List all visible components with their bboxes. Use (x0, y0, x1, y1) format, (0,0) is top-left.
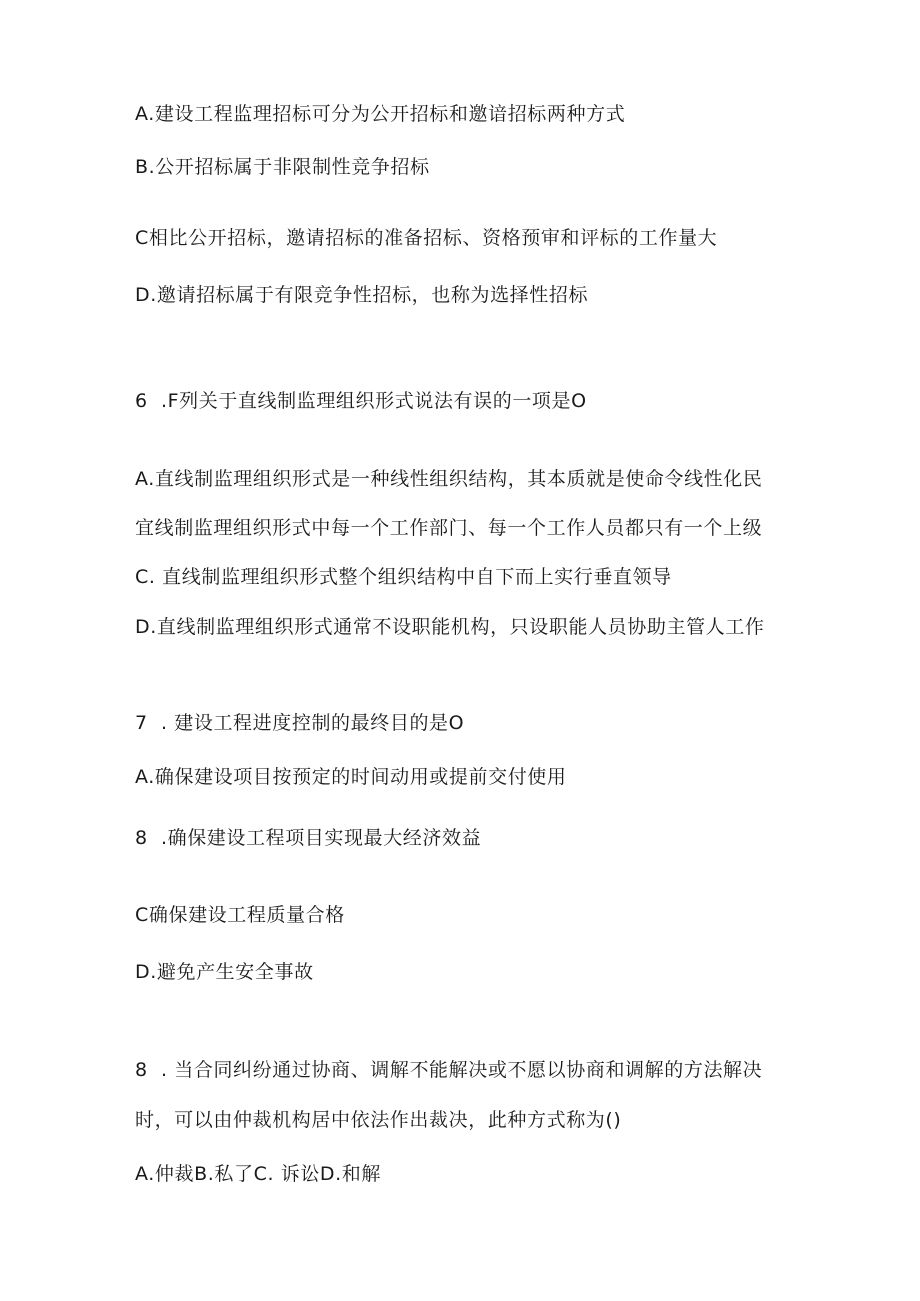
q6-option-b: 宜线制监理组织形式中每一个工作部门、每一个工作人员都只有一个上级 (135, 517, 763, 539)
q5-option-b: B.公开招标属于非限制性竞争招标 (135, 156, 430, 178)
q8-question-line-1: 8 . 当合同纠纷通过协商、调解不能解决或不愿以协商和调解的方法解决 (135, 1059, 763, 1081)
q7-question: 7 . 建设工程进度控制的最终目的是O (135, 712, 465, 734)
q5-option-a: A.建设工程监理招标可分为公开招标和邀谙招标两种方式 (135, 103, 626, 125)
q8-question-line-2: 时，可以由仲裁机构居中依法作出裁决，此种方式称为() (135, 1109, 622, 1131)
q7-option-b: 8 .确保建设工程项目实现最大经济效益 (135, 827, 482, 849)
q6-option-c: C. 直线制监理组织形式整个组织结构中自下而上实行垂直领导 (135, 566, 672, 588)
q5-option-c: C相比公开招标，邀请招标的准备招标、资格预审和评标的工作量大 (135, 227, 718, 249)
q6-option-d: D.直线制监理组织形式通常不设职能机构，只设职能人员协助主管人工作 (135, 616, 765, 638)
q5-option-d: D.邀请招标属于有限竞争性招标，也称为选择性招标 (135, 284, 589, 306)
q6-option-a: A.直线制监理组织形式是一种线性组织结构，其本质就是使命令线性化民 (135, 468, 763, 490)
q7-option-c: C确保建设工程质量合格 (135, 904, 345, 926)
q8-options: A.仲裁B.私了C. 诉讼D.和解 (135, 1163, 381, 1185)
q7-option-a: A.确保建设项目按预定的时间动用或提前交付使用 (135, 766, 567, 788)
q7-option-d: D.避免产生安全事故 (135, 961, 314, 983)
q6-question: 6 .F列关于直线制监理组织形式说法有误的一项是O (135, 390, 587, 412)
